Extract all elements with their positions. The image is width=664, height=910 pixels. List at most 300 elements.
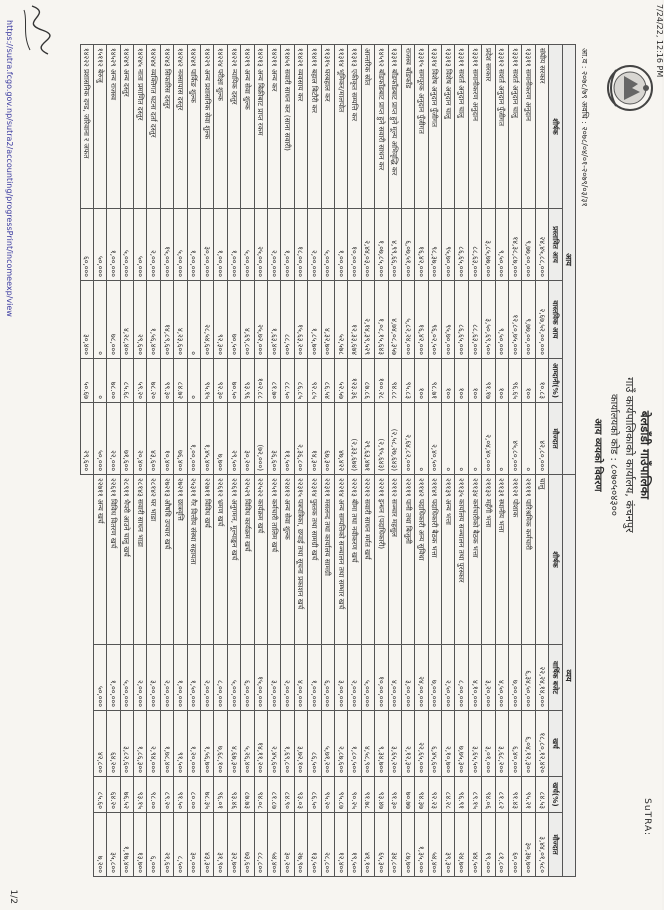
expense-row-value: २,९४,००० xyxy=(147,711,160,777)
expense-row-value: २२,२४,१४,००० xyxy=(535,645,548,711)
expense-column-header: मौज्दात xyxy=(549,813,562,877)
income-row-value: १,०८,१५,६४३ xyxy=(375,281,388,359)
income-table-row xyxy=(509,45,522,475)
income-row-value: १०२.८८ xyxy=(254,359,267,403)
expense-row-title: २२१११ पानी तथा बिजुली xyxy=(401,475,414,645)
expense-table-row xyxy=(428,475,441,877)
income-row-value: २८,५४,६०० xyxy=(201,281,214,359)
expense-row-value: २,४५,६०० xyxy=(268,711,281,777)
income-row-title: १३३१३ विशेष अनुदान चालु xyxy=(442,45,455,209)
expense-row-value: ३,६५,५०० xyxy=(468,711,481,777)
income-row-value: ८७.८६ xyxy=(361,359,374,403)
expense-row-value: ३,४४,०१,५८० xyxy=(535,813,548,877)
income-row-value: १४,३८,८७,००० xyxy=(509,209,522,281)
expense-row-title: २७२१३ औषधि उपचार खर्च xyxy=(160,475,173,645)
income-row-value: १०.८३ xyxy=(535,359,548,403)
expense-table-row xyxy=(482,475,495,877)
income-row-title: ११३१३ एकीकृत सम्पत्ति कर xyxy=(348,45,361,209)
income-table-row xyxy=(160,45,173,475)
income-row-value: १०० xyxy=(442,359,455,403)
expense-rows xyxy=(93,475,548,877)
income-row-value: १,०७,८५,००० xyxy=(375,209,388,281)
expense-row-value: ३१,९०० xyxy=(214,813,227,877)
expense-row-value: ४,००,००० xyxy=(388,645,401,711)
expense-row-title: २२५२९ विविध कार्यक्रम खर्च xyxy=(241,475,254,645)
expense-row-value: ८४.९० xyxy=(281,777,294,813)
expense-row-value: ६,००० xyxy=(147,813,160,877)
income-row-title: १३३११ समानीकरण अनुदान xyxy=(468,45,481,209)
income-row-value: ६७,३०० xyxy=(321,403,334,475)
income-table-row xyxy=(134,45,147,475)
expense-row-value: २४,७०० xyxy=(455,813,468,877)
expense-row-value: ५,००,००० xyxy=(120,645,133,711)
expense-row-value: ४४,५०० xyxy=(468,813,481,877)
expense-row-value: ९१.४३ xyxy=(509,777,522,813)
expense-table-row xyxy=(361,475,374,877)
expense-row-value: ३,००,००० xyxy=(147,645,160,711)
expense-row-title: २२२१२ सवारी साधन मर्मत खर्च xyxy=(361,475,374,645)
expense-row-value: ८६.५० xyxy=(308,777,321,813)
income-column-header: शीर्षक xyxy=(549,45,562,209)
expense-row-value: ८५.६० xyxy=(93,777,106,813)
source-url-link[interactable]: https://sutra.fcgo.gov.np/sutra2/accounting/progressPrint/incomeexp/view xyxy=(5,20,14,317)
income-row-value: १,००,००० xyxy=(107,209,120,281)
expense-row-value: १,८६,३०० xyxy=(134,711,147,777)
expense-row-value: ७६.५२ xyxy=(120,777,133,813)
income-row-title: १४२२९ अन्य प्रशासनिक सेवा शुल्क xyxy=(201,45,214,209)
income-row-value: ५९.२० xyxy=(134,359,147,403)
income-row-value: ९८.७१ xyxy=(428,359,441,403)
income-row-title: १४२१३ अन्य बिक्रीबाट प्राप्त रकम xyxy=(254,45,267,209)
income-row-value: १८,००,००० xyxy=(294,209,307,281)
income-row-title: १५११२ बेरुजु xyxy=(93,45,106,209)
income-row-value: ४,९९,६६,००० xyxy=(388,209,401,281)
expense-table-row xyxy=(522,475,535,877)
expense-row-title: २२२१४ अन्य सम्पत्तिको सञ्चालन तथा सम्भार खर्च xyxy=(334,475,347,645)
expense-row-value: ९६.०१ xyxy=(214,777,227,813)
income-row-value: ० xyxy=(455,403,468,475)
expense-table-row xyxy=(107,475,120,877)
income-row-value: ० xyxy=(93,281,106,359)
income-row-value: १,००,००० xyxy=(214,209,227,281)
expense-row-value: २,१२,३०० xyxy=(401,711,414,777)
expense-row-value: २१,६०० xyxy=(160,813,173,877)
expense-row-value: ६,०४,१२,३०० xyxy=(522,711,535,777)
expense-table-row xyxy=(187,475,200,877)
expense-row-title: २२११२ सञ्चार महसुल xyxy=(388,475,401,645)
expense-row-value: १९,५०० xyxy=(348,813,361,877)
expense-row-value: १,००,००० xyxy=(174,645,187,711)
expense-row-title: २८१४३ सवारी साधन भाडा xyxy=(134,475,147,645)
income-row-value: ८८.५० xyxy=(281,359,294,403)
income-row-value: ८८,६३,००० xyxy=(468,209,481,281)
expense-row-value: २,००,००० xyxy=(134,645,147,711)
income-section-label: आय xyxy=(562,45,575,475)
expense-row-value: ७८.३५ xyxy=(201,777,214,813)
expense-table-row xyxy=(254,475,267,877)
income-row-value: १६,४२,००० xyxy=(415,209,428,281)
expense-row-value: ३९,३०० xyxy=(442,813,455,877)
expense-row-value: ५४,४०० xyxy=(268,813,281,877)
income-row-title: ११४११ बहाल बिटौरी कर xyxy=(308,45,321,209)
expense-row-value: ५,००,००० xyxy=(361,645,374,711)
expense-row-value: ५,७१,२०० xyxy=(321,711,334,777)
expense-row-value: ५४,४०० xyxy=(428,813,441,877)
income-row-value: ० xyxy=(187,359,200,403)
expense-row-title: २२३११ मसलन्द तथा कार्यालय सामग्री xyxy=(321,475,334,645)
expense-row-value: ३,६८,२०० xyxy=(495,711,508,777)
expense-row-value: ९३.४६ xyxy=(227,777,240,813)
expense-row-title: २११४२ पदाधिकारी अन्य सुविधा xyxy=(415,475,428,645)
income-row-title: १३३१५ समपूरक अनुदान पुँजीगत xyxy=(415,45,428,209)
income-row-value: ५०.६७ xyxy=(80,359,93,403)
income-row-value: ३०,४०० xyxy=(80,281,93,359)
expense-row-value: ६०,००० xyxy=(509,813,522,877)
income-row-value: ० xyxy=(187,281,200,359)
expense-table-row xyxy=(227,475,240,877)
expense-row-value: ३,००,००० xyxy=(334,645,347,711)
expense-row-value: १,१७,४०० xyxy=(120,813,133,877)
income-row-value: २९,६०० xyxy=(80,403,93,475)
income-row-value: ४३,६०० xyxy=(147,403,160,475)
income-row-value: ५,००,००० xyxy=(321,209,334,281)
expense-row-value: ९,३४,७०० xyxy=(375,711,388,777)
expense-row-value: २,००,००० xyxy=(348,645,361,711)
income-row-value: ५०,००० xyxy=(93,403,106,475)
income-row-value: १,४५,४०० xyxy=(201,403,214,475)
expense-row-value: १,५६,७०० xyxy=(201,711,214,777)
income-row-value: १०० xyxy=(415,359,428,403)
income-row-title: १४२२४ परीक्षा शुल्क xyxy=(214,45,227,209)
income-row-value: ८५.६८ xyxy=(120,359,133,403)
expense-row-value: ८८,८०० xyxy=(254,813,267,877)
page-number: 1/2 xyxy=(8,889,18,904)
expense-table xyxy=(93,474,576,877)
expense-row-value: ९४.०६ xyxy=(482,777,495,813)
expense-table-row xyxy=(495,475,508,877)
expense-row-value: ८,५०० xyxy=(174,813,187,877)
income-row-value: २,४४,०३,००० xyxy=(361,209,374,281)
expense-row-value: १,२०,००० xyxy=(187,711,200,777)
income-row-value: ० xyxy=(468,403,481,475)
expense-row-value: ८६,५०० xyxy=(308,711,321,777)
income-row-value: १,६३,४०० xyxy=(268,281,281,359)
expense-table-row xyxy=(348,475,361,877)
income-table-row xyxy=(268,45,281,475)
income-row-value: ९,७७,००,००० xyxy=(522,209,535,281)
expense-row-value: ९८.०० xyxy=(147,777,160,813)
expense-row-title: २११२१ पोशाक xyxy=(509,475,522,645)
income-row-value: २२,००० xyxy=(107,403,120,475)
expense-row-value: ९५.२१ xyxy=(522,777,535,813)
expense-row-value: १५,००,००० xyxy=(254,645,267,711)
handwritten-signature xyxy=(12,0,62,60)
income-table-row xyxy=(321,45,334,475)
fiscal-period: आ.व : २०७८/७९ अवधि : २०७८/०४/०१-२०७९/०३/३१ xyxy=(580,48,589,207)
income-row-value: ४५,८०,००० xyxy=(509,403,522,475)
income-row-title: १४२४१ पार्किङ शुल्क xyxy=(187,45,200,209)
income-row-value: ५२.५७ xyxy=(334,359,347,403)
expense-row-value: २७,९०० xyxy=(294,813,307,877)
income-row-value: ९,५०,००० xyxy=(495,209,508,281)
expense-table-row xyxy=(388,475,401,877)
income-row-value: २,३६,८०० xyxy=(294,403,307,475)
income-row-value: ७८.२० xyxy=(147,359,160,403)
expense-row-value: २,००,००० xyxy=(160,645,173,711)
income-row-value: ५,००,००० xyxy=(174,209,187,281)
expense-row-value: ८१,८०० xyxy=(495,813,508,877)
income-row-value: (२,३३,६७४) xyxy=(348,403,361,475)
income-row-value: ४,७४,०८,३५७ xyxy=(388,281,401,359)
income-row-value: १२,३३,६७४ xyxy=(348,281,361,359)
expense-row-value: ८७.७३ xyxy=(241,777,254,813)
income-row-value: ० xyxy=(415,403,428,475)
expense-row-value: ४१,१०० xyxy=(361,813,374,877)
sutra-brand: SuTRA: xyxy=(642,798,652,836)
income-row-title: १४२४३ सिफारिस दस्तुर xyxy=(160,45,173,209)
expense-row-value: ३,६५,२०० xyxy=(388,711,401,777)
expense-table-row xyxy=(134,475,147,877)
office-subtitle: गाउँ कार्यपालिकाको कार्यालय, कंचनपुर xyxy=(623,377,636,533)
income-table-row xyxy=(401,45,414,475)
expense-row-value: ३०,००० xyxy=(187,813,200,877)
income-row-value: ७०,५०० xyxy=(227,281,240,359)
income-row-value: १२,८०,७५,००० xyxy=(509,281,522,359)
income-row-value: १,००,००० xyxy=(334,209,347,281)
expense-row-title: २२३१४ पुस्तक तथा सामग्री खर्च xyxy=(308,475,321,645)
income-row-title: १४५९२ बाँडफाँडबाट प्राप्त हुने सवारी साधन कर xyxy=(375,45,388,209)
expense-column-header: वार्षिक बजेट xyxy=(549,645,562,711)
income-row-value: १०० xyxy=(455,359,468,403)
income-row-value: २०,४०० xyxy=(134,403,147,475)
expense-column-header: खर्च xyxy=(549,711,562,777)
expense-row-value: ३०,२०० xyxy=(281,813,294,877)
expense-header-row xyxy=(549,475,562,877)
expense-column-header: शीर्षक xyxy=(549,475,562,645)
income-row-value: ५०,००० xyxy=(93,209,106,281)
income-table-row xyxy=(482,45,495,475)
income-row-value: ८८,५०० xyxy=(281,281,294,359)
expense-table-row xyxy=(201,475,214,877)
expense-row-title: २२५२२ कार्यक्रम खर्च xyxy=(254,475,267,645)
income-row-value: ४,२३,६०० xyxy=(174,281,187,359)
income-row-title: १३३११ बाँडफाँडबाट प्राप्त हुने मूल्य अभिवृद्धि कर xyxy=(388,45,401,209)
income-row-value: ५०,००० xyxy=(134,209,147,281)
income-table-row xyxy=(241,45,254,475)
income-row-title: राजस्व बाँडफाँड xyxy=(401,45,414,209)
income-row-title: १३३११ सशर्त अनुदान चालु xyxy=(455,45,468,209)
expense-row-value: ४३,३०० xyxy=(201,813,214,877)
income-row-value: १,५६,४०० xyxy=(147,281,160,359)
income-row-value: २,००,००० xyxy=(147,209,160,281)
expense-row-value: २,५०,००० xyxy=(442,645,455,711)
expense-row-value: ९५.८७ xyxy=(334,777,347,813)
income-table-row xyxy=(214,45,227,475)
income-row-value: १४,३०० xyxy=(308,403,321,475)
expense-row-value: १९,००० xyxy=(482,813,495,877)
expense-row-value: ९६.९१ xyxy=(455,777,468,813)
expense-row-value: ७,६८,१०० xyxy=(214,711,227,777)
income-row-value: ४,६९,८०० xyxy=(241,281,254,359)
income-row-title: संघीय सरकार xyxy=(535,45,548,209)
expense-row-title: २११११ पारिश्रमिक कर्मचारी xyxy=(522,475,535,645)
income-row-value: १०० xyxy=(522,359,535,403)
income-row-value: ० xyxy=(522,403,535,475)
expense-row-value: ३,०१,००० xyxy=(482,711,495,777)
expense-table-row xyxy=(160,475,173,877)
expense-row-value: ८,००,००० xyxy=(455,645,468,711)
income-table-row xyxy=(468,45,481,475)
expense-row-value: ८९.१५ xyxy=(468,777,481,813)
income-row-value: ३,८५,७७,००० xyxy=(482,209,495,281)
expense-table-row xyxy=(174,475,187,877)
income-table-row xyxy=(522,45,535,475)
income-row-value: २,६४,८२,००० xyxy=(401,403,414,475)
expense-row-value: ७०.७७ xyxy=(401,777,414,813)
income-row-value: ८६,६५,००० xyxy=(455,209,468,281)
expense-row-value: २८,८०० xyxy=(321,813,334,877)
income-column-header: प्रस्तावित आय xyxy=(549,209,562,281)
expense-table-row xyxy=(147,475,160,877)
income-row-value: १०० xyxy=(495,359,508,403)
expense-row-value: ५०,००० xyxy=(93,645,106,711)
expense-table-row xyxy=(268,475,281,877)
expense-row-value: १०,००,००० xyxy=(375,645,388,711)
income-row-value: ७८.०० xyxy=(107,359,120,403)
expense-row-value: ९१,५०० xyxy=(174,711,187,777)
income-row-value: २५,७२,००० xyxy=(254,281,267,359)
income-row-title: १४२४९ अन्य दस्तुर xyxy=(120,45,133,209)
expense-row-value: ५,२६,४०० xyxy=(241,711,254,777)
income-row-value: ९२.३० xyxy=(214,359,227,403)
income-table-row xyxy=(80,45,93,475)
expense-row-value: ७,२०० xyxy=(93,813,106,877)
income-row-title: १४५२९ अन्य राजस्व xyxy=(107,45,120,209)
income-row-title: १४२११ अन्य कर xyxy=(268,45,281,209)
income-row-value: २९,६३,४७१ xyxy=(361,403,374,475)
income-table-row xyxy=(201,45,214,475)
expense-row-title: २११३५ कार्यालय सञ्चालन तथा पुरस्कार xyxy=(455,475,468,645)
expense-row-value: ६४,२०० xyxy=(107,711,120,777)
income-table-row xyxy=(415,45,428,475)
income-row-value: ८६.५४ xyxy=(321,359,334,403)
income-row-value: १०,४०० xyxy=(160,403,173,475)
income-row-value: ९५.८३ xyxy=(401,359,414,403)
income-row-value: ९५.१५ xyxy=(201,359,214,403)
income-row-value: (७२,०००) xyxy=(254,403,267,475)
income-row-value: ५,००,००० xyxy=(241,209,254,281)
income-row-value: २,००,००० xyxy=(308,209,321,281)
income-row-value: १००.२८ xyxy=(375,359,388,403)
income-table-row xyxy=(361,45,374,475)
expense-table-row xyxy=(535,475,548,877)
income-row-value: ४,२८,४०० xyxy=(120,281,133,359)
income-row-title: १४२४४ व्यक्तिगत घटना दर्ता दस्तुर xyxy=(147,45,160,209)
expense-row-value: १४,११,२०० xyxy=(254,711,267,777)
expense-table-row xyxy=(120,475,133,877)
income-table-row xyxy=(428,45,441,475)
income-row-title: १३३१२ सशर्त अनुदान पुँजीगत xyxy=(495,45,508,209)
expense-row-value: ८९.२० xyxy=(160,777,173,813)
expense-table-row xyxy=(281,475,294,877)
expense-row-value: ९१.५० xyxy=(174,777,187,813)
expense-row-value: १८,८०,१२,४२० xyxy=(535,711,548,777)
income-row-value: ९६,०२,५०० xyxy=(428,281,441,359)
expense-row-title: २११३१ स्थानीय भत्ता xyxy=(495,475,508,645)
income-row-value: ७१,६०० xyxy=(120,403,133,475)
income-row-value: ५,८२,२४,००० xyxy=(401,281,414,359)
income-row-value: १४,८९,६०० xyxy=(160,281,173,359)
income-row-title: १४२४५ नाता प्रमाणित दस्तुर xyxy=(134,45,147,209)
expense-table-row xyxy=(334,475,347,877)
income-row-value: ७,७०० xyxy=(214,403,227,475)
expense-row-value: २,८७,६०० xyxy=(334,711,347,777)
income-table-row xyxy=(93,45,106,475)
expense-row-value: ४,१०,००० xyxy=(468,645,481,711)
income-row-title: १३३११ सशर्त अनुदान चालु xyxy=(509,45,522,209)
income-row-value: ९२.८५ xyxy=(308,359,321,403)
income-row-value: ७६,४०० xyxy=(174,403,187,475)
expense-column-header: खर्च(%) xyxy=(549,777,562,813)
expense-table-row xyxy=(308,475,321,877)
expense-row-value: १२,४०० xyxy=(334,813,347,877)
expense-row-value: ४,५८,९०० xyxy=(361,711,374,777)
expense-row-value: ९४.३७ xyxy=(415,777,428,813)
income-rows xyxy=(80,45,549,475)
income-table-row xyxy=(294,45,307,475)
income-row-value: ९,७७,००,००० xyxy=(522,281,535,359)
expense-row-value: ९३.०३ xyxy=(294,777,307,813)
income-row-value: ८६,६५,००० xyxy=(455,281,468,359)
expense-row-title: २११३९ अन्य भत्ता xyxy=(442,475,455,645)
income-row-value: १२३.३६ xyxy=(348,359,361,403)
expense-row-value: ९४.०८ xyxy=(254,777,267,813)
expense-row-title: २२२१३ बीमा तथा नवीकरण खर्च xyxy=(348,475,361,645)
income-table-row xyxy=(375,45,388,475)
income-row-value: ० xyxy=(495,403,508,475)
expense-row-value: ७,७५,३०० xyxy=(455,711,468,777)
expense-row-value: ९२.२३ xyxy=(428,777,441,813)
expense-row-title: २८१४२ घर भाडा xyxy=(147,475,160,645)
income-row-title: ११३१४ भूमिकर/मालपोत xyxy=(334,45,347,209)
income-row-value: १,००,००० xyxy=(281,209,294,281)
income-row-value: २,००,००० xyxy=(268,209,281,281)
income-row-value: ९५,७०,००० xyxy=(442,281,455,359)
income-row-value: ४२,८०,००० xyxy=(535,403,548,475)
income-column-header: वास्तविक आय xyxy=(549,281,562,359)
expense-row-value: ३४,८०० xyxy=(388,813,401,877)
expense-table-row xyxy=(93,475,106,877)
income-row-title: आन्तरिक स्रोत xyxy=(361,45,374,209)
expense-row-value: ८०.०० xyxy=(187,777,200,813)
expense-row-value: ७,००,००० xyxy=(428,645,441,711)
income-row-value: २५,००,००० xyxy=(254,209,267,281)
income-row-value: ९५,७०,००० xyxy=(442,209,455,281)
expense-row-value: ९३.१५ xyxy=(134,777,147,813)
expense-row-value: ३२,७०० xyxy=(227,813,240,877)
expense-row-title: चालु xyxy=(535,475,548,645)
report-title: आय व्ययको विवरण xyxy=(592,418,603,492)
expense-row-value: ३,२०,००० xyxy=(482,645,495,711)
expense-row-value: ३०,३७,७०० xyxy=(522,813,535,877)
expense-row-value: ७,००,००० xyxy=(509,645,522,711)
expense-row-title: २११३२ महँगी भत्ता xyxy=(482,475,495,645)
expense-row-title: २२६११ विविध वितरण खर्च xyxy=(107,475,120,645)
income-row-value: ९२,३०० xyxy=(214,281,227,359)
expense-row-value: ५,००,००० xyxy=(227,645,240,711)
income-table-row xyxy=(535,45,548,475)
expense-row-value: २२,६५,००० xyxy=(415,711,428,777)
